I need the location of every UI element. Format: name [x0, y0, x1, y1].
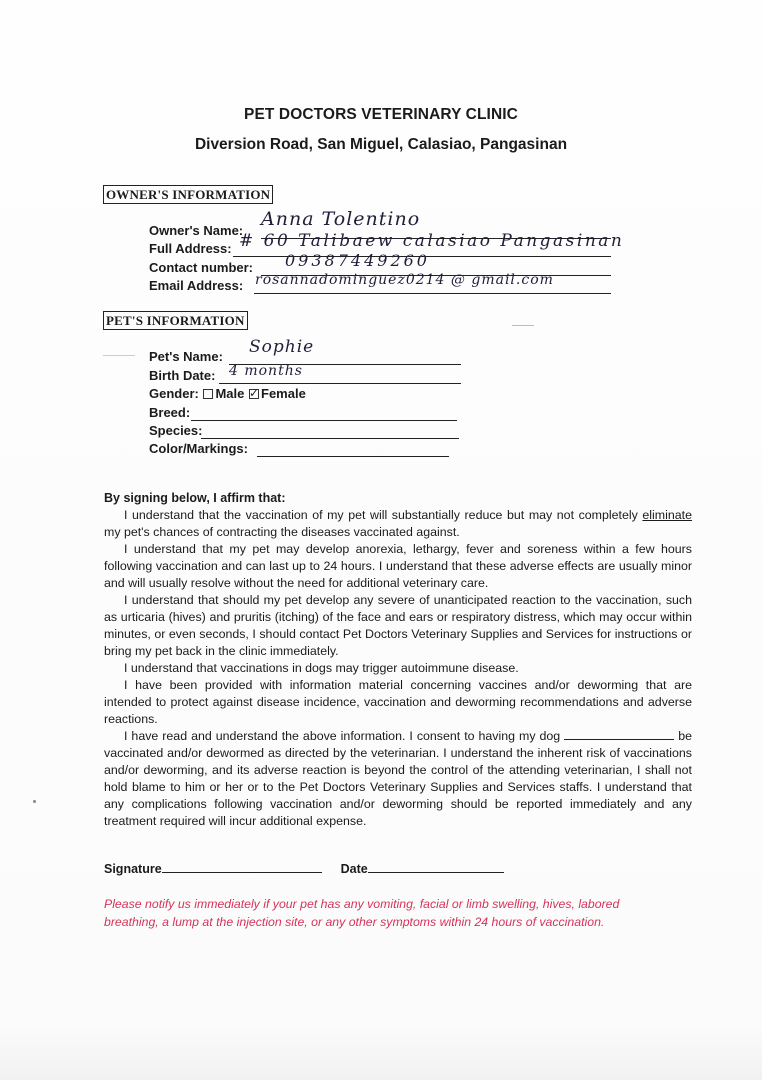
birth-date-label: Birth Date: — [149, 368, 216, 383]
vaccination-notice: Please notify us immediately if your pet has any vomiting, facial or limb swelling, hives, labored breathing, a lump at the injection site, or any other symptoms within 24 hours of vaccination. — [104, 897, 620, 929]
affirmation-body — [104, 507, 692, 830]
pet-section-title: PET'S INFORMATION — [103, 311, 248, 330]
address-field[interactable] — [149, 231, 625, 258]
p6-text-end: be vaccinated and/or dewormed as directed by the veterinarian. I understand the inherent risk of vaccinations and/or deworming, and its adverse reaction is beyond the control of the attending veterinarian, I shall not hold blame to him or her or to the Pet Doctors Veterinary Supplies and Services staffs. I understand that any complications following vaccination and/or deworming should be reported immediately and any treatment required will incur additional expense. — [104, 729, 693, 828]
species-label: Species: — [149, 423, 203, 438]
date-line[interactable] — [368, 862, 504, 873]
affirmation-paragraph — [104, 728, 692, 830]
female-checkbox[interactable] — [249, 389, 259, 399]
clinic-header — [0, 106, 762, 154]
female-label: Female — [261, 386, 306, 401]
affirmation-paragraph: I have been provided with information material concerning vaccines and/or deworming that are intended to protect against disease incidence, vaccination and deworming recommendations and adverse reactions. — [104, 678, 692, 726]
affirmation-paragraph: I understand that vaccinations in dogs may trigger autoimmune disease. — [124, 661, 519, 675]
breed-line — [191, 420, 457, 421]
p1-underlined-word: eliminate — [642, 508, 692, 522]
pet-name-value: Sophie — [249, 337, 315, 357]
contact-value: 09387449260 — [285, 251, 430, 270]
scan-speck — [33, 800, 36, 803]
male-label: Male — [215, 386, 245, 401]
owner-name-value: Anna Tolentino — [261, 208, 421, 230]
gender-field — [149, 385, 306, 403]
address-value: # 60 Talibaew calasiao Pangasinan — [239, 231, 625, 251]
breed-field[interactable] — [149, 404, 190, 422]
clinic-name: PET DOCTORS VETERINARY CLINIC — [244, 106, 518, 123]
breed-label: Breed: — [149, 405, 191, 420]
pet-name-label: Pet's Name: — [149, 349, 223, 364]
contact-field[interactable] — [149, 251, 430, 277]
male-checkbox[interactable] — [203, 389, 213, 399]
birth-date-value: 4 months — [229, 363, 303, 379]
signature-label: Signature — [104, 862, 162, 876]
date-label: Date — [340, 862, 368, 876]
address-label: Full Address: — [149, 241, 232, 256]
p1-text: I understand that the vaccination of my pet will substantially reduce but may not completely — [124, 508, 643, 522]
affirmation-paragraph: I understand that should my pet develop any severe of unanticipated reaction to the vaccination, such as urticaria (hives) and pruritis (itching) of the face and ears or respiratory distress, which may occur within minutes, or even seconds, I should contact Pet Doctors Veterinary Supplies and Services for instructions or bring my pet back in the clinic immediately. — [104, 593, 692, 658]
scan-mark — [103, 355, 135, 356]
email-value: rosannadominguez0214 @ gmail.com — [255, 272, 554, 288]
color-markings-label: Color/Markings: — [149, 441, 248, 456]
birth-date-field[interactable] — [149, 363, 303, 385]
contact-label: Contact number: — [149, 260, 253, 275]
affirmation-paragraph: I understand that my pet may develop anorexia, lethargy, fever and soreness within a few hours following vaccination and can last up to 24 hours. I understand that these adverse effects are usually minor and will usually resolve without the need for additional veterinary care. — [104, 542, 692, 590]
email-line — [254, 293, 611, 294]
scan-mark — [512, 325, 534, 326]
signature-line[interactable] — [162, 862, 322, 873]
gender-label: Gender: — [149, 386, 199, 401]
owner-section-title: OWNER'S INFORMATION — [103, 185, 273, 204]
clinic-address: Diversion Road, San Miguel, Calasiao, Pangasinan — [194, 136, 568, 153]
email-label: Email Address: — [149, 278, 244, 293]
species-field[interactable] — [149, 422, 202, 440]
color-markings-line — [257, 456, 449, 457]
affirmation-title: By signing below, I affirm that: — [104, 491, 286, 505]
p1-text-end: my pet's chances of contracting the diseases vaccinated against. — [104, 525, 460, 539]
owner-name-label: Owner's Name: — [149, 223, 244, 238]
email-field[interactable] — [149, 272, 554, 295]
pet-name-field[interactable] — [149, 337, 315, 366]
affirmation-paragraph — [104, 507, 692, 541]
species-line — [201, 438, 459, 439]
owner-name-field[interactable] — [149, 208, 421, 240]
p6-text: I have read and understand the above information. I consent to having my dog — [124, 729, 561, 743]
dog-name-blank[interactable] — [564, 728, 674, 740]
signature-row — [104, 862, 504, 876]
color-markings-field[interactable] — [149, 440, 248, 458]
